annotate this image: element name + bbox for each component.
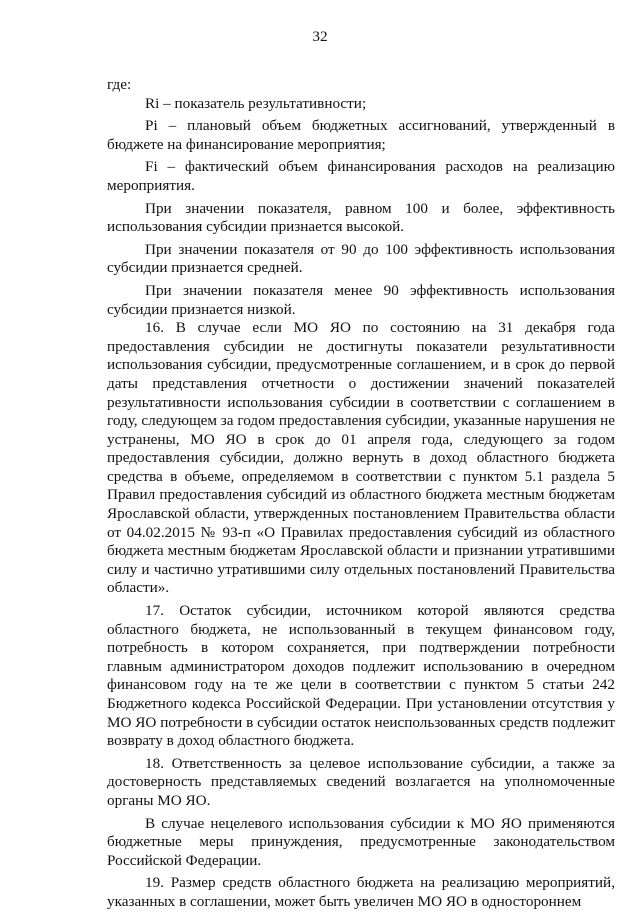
paragraph-clause-19: 19. Размер средств областного бюджета на реализацию мероприятий, указанных в соглашении, может быть увеличен МО ЯО в одностороннем [107,874,615,910]
paragraph-high-efficiency: При значении показателя, равном 100 и более, эффективность использования субсидии признается высокой. [107,199,615,236]
paragraph-where: где: [107,76,132,93]
paragraph-pi-definition: Pi – плановый объем бюджетных ассигнований, утвержденный в бюджете на финансирование мероприятия; [107,117,615,153]
paragraph-medium-efficiency: При значении показателя от 90 до 100 эффективность использования субсидии признается средней. [107,240,615,277]
page-number: 32 [312,28,328,45]
paragraph-ri-definition: Ri – показатель результативности; [145,94,367,112]
paragraph-low-efficiency: При значении показателя менее 90 эффективность использования субсидии признается низкой. [107,281,615,318]
paragraph-clause-17: 17. Остаток субсидии, источником которой являются средства областного бюджета, не использованный в текущем финансовом году, потребность в котором сохраняется, при подтверждении потребности главным администратором доходов подлежит использованию в очередном финансовом году на те же цели в соответствии с пунктом 5 статьи 242 Бюджетного кодекса Российской Федерации. При установлении отсутствия у МО ЯО потребности в субсидии остаток неиспользованных средств подлежит возврату в доход областного бюджета. [107,602,615,750]
paragraph-clause-16: 16. В случае если МО ЯО по состоянию на 31 декабря года предоставления субсидии не достигнуты показатели результативности использования субсидии, предусмотренные соглашением, и в срок до первой даты представления отчетности о достижении значений показателей результативности использования субсидии в соответствии с соглашением в году, следующем за годом предоставления субсидии, указанные нарушения не устранены, МО ЯО в срок до 01 апреля года, следующего за годом предоставления субсидии, должно вернуть в доход областного бюджета средства в объеме, определяемом в соответствии с пунктом 5.1 раздела 5 Правил предоставления субсидий из областного бюджета местным бюджетам Ярославской области, утвержденных постановлением Правительства области от 04.02.2015 № 93-п «О Правилах предоставления субсидий из областного бюджета местным бюджетам Ярославской области и признании утратившими силу и частично утратившими силу отдельных постановлений Правительства области». [107,319,615,597]
paragraph-fi-definition: Fi – фактический объем финансирования расходов на реализацию мероприятия. [107,158,615,194]
paragraph-misuse-measures: В случае нецелевого использования субсидии к МО ЯО применяются бюджетные меры принуждения, предусмотренные законодательством Российской Федерации. [107,814,615,869]
document-body [107,76,615,912]
paragraph-clause-18: 18. Ответственность за целевое использование субсидии, а также за достоверность представляемых сведений возлагается на уполномоченные органы МО ЯО. [107,754,615,809]
